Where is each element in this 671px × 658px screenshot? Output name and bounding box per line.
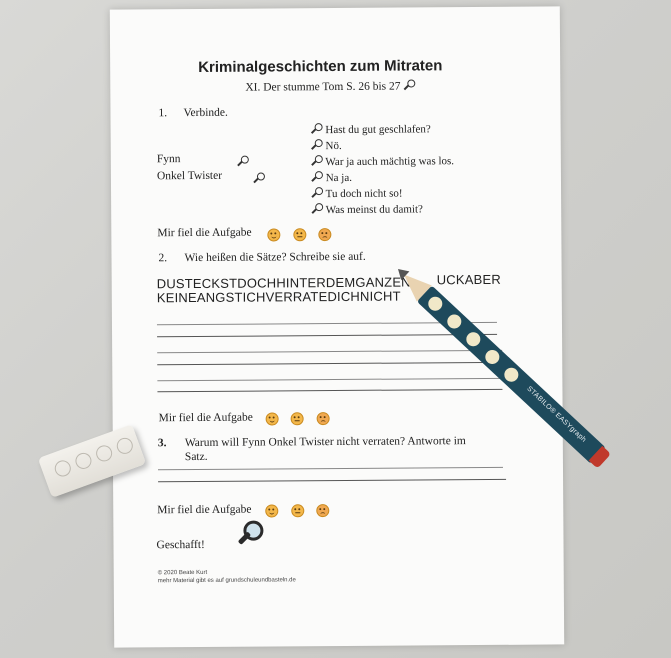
magnifier-icon[interactable] xyxy=(311,187,323,199)
pencil-grip-dot xyxy=(482,347,502,367)
task3-instruction-1: Warum will Fynn Onkel Twister nicht verraten? Antworte im xyxy=(184,435,466,450)
pencil-grip-dot xyxy=(425,294,445,314)
magnifier-icon xyxy=(237,521,263,549)
task2-number: 2. xyxy=(158,252,168,265)
task1-feedback-label: Mir fiel die Aufgabe xyxy=(157,226,252,240)
eraser-pattern xyxy=(73,451,94,472)
task3-instruction-2: Satz. xyxy=(184,450,208,464)
smiley-neutral-icon[interactable] xyxy=(293,228,306,241)
magnifier-icon[interactable] xyxy=(237,156,249,168)
smiley-sad-icon[interactable] xyxy=(316,504,329,517)
magnifier-icon[interactable] xyxy=(253,172,265,184)
smiley-happy-icon[interactable] xyxy=(266,412,279,425)
done-label: Geschafft! xyxy=(156,538,205,552)
writing-line[interactable] xyxy=(158,467,503,470)
pencil-grip-dot xyxy=(444,312,464,332)
magnifier-icon xyxy=(403,79,415,91)
smiley-sad-icon[interactable] xyxy=(317,412,330,425)
footer-copyright: © 2020 Beate Kurt xyxy=(157,569,208,577)
worksheet-subtitle: XI. Der stumme Tom S. 26 bis 27 xyxy=(245,79,415,93)
magnifier-icon[interactable] xyxy=(311,139,323,151)
writing-line[interactable] xyxy=(157,350,502,353)
task1-instruction: Verbinde. xyxy=(183,106,228,120)
eraser-pattern xyxy=(53,458,74,479)
worksheet-paper xyxy=(110,6,564,647)
writing-line[interactable] xyxy=(158,479,506,482)
scrambled-sentence-1: DUSTECKSTDOCHHINTERDEMGANZEN xyxy=(156,274,411,292)
footer-website: mehr Material gibt es auf grundschuleundbasteln.de xyxy=(157,577,296,585)
magnifier-icon[interactable] xyxy=(311,123,323,135)
eraser-pattern xyxy=(94,443,115,464)
scrambled-sentence-2: KEINEANGSTICHVERRATEDICHNICHT xyxy=(156,288,401,306)
option-item: Tu doch nicht so! xyxy=(311,187,403,201)
option-item: War ja auch mächtig was los. xyxy=(311,154,454,168)
smiley-sad-icon[interactable] xyxy=(318,228,331,241)
smiley-happy-icon[interactable] xyxy=(267,228,280,241)
writing-line[interactable] xyxy=(157,362,502,365)
magnifier-icon[interactable] xyxy=(311,171,323,183)
magnifier-icon[interactable] xyxy=(311,203,323,215)
name-fynn: Fynn xyxy=(156,153,181,166)
name-onkel-twister: Onkel Twister xyxy=(156,169,223,183)
magnifier-icon[interactable] xyxy=(311,155,323,167)
pencil-grip-dot xyxy=(463,329,483,349)
option-item: Hast du gut geschlafen? xyxy=(311,122,431,136)
worksheet-title: Kriminalgeschichten zum Mitraten xyxy=(198,57,443,76)
pencil-grip-dot xyxy=(501,365,521,385)
scrambled-sentence-1-end: UCKABER xyxy=(436,271,501,288)
task3-number: 3. xyxy=(157,437,167,450)
writing-line[interactable] xyxy=(157,378,502,381)
task3-feedback-label: Mir fiel die Aufgabe xyxy=(157,503,252,517)
option-item: Was meinst du damit? xyxy=(311,202,423,216)
writing-line[interactable] xyxy=(157,389,502,392)
option-item: Nö. xyxy=(311,139,342,152)
task1-number: 1. xyxy=(158,107,168,120)
eraser-pattern xyxy=(115,436,136,457)
task2-instruction: Wie heißen die Sätze? Schreibe sie auf. xyxy=(184,250,366,265)
option-item: Na ja. xyxy=(311,171,352,184)
smiley-happy-icon[interactable] xyxy=(265,504,278,517)
writing-line[interactable] xyxy=(157,334,497,337)
smiley-neutral-icon[interactable] xyxy=(291,412,304,425)
smiley-neutral-icon[interactable] xyxy=(291,504,304,517)
task2-feedback-label: Mir fiel die Aufgabe xyxy=(158,411,253,425)
pencil-brand: STABILO® EASYgraph xyxy=(525,385,588,444)
